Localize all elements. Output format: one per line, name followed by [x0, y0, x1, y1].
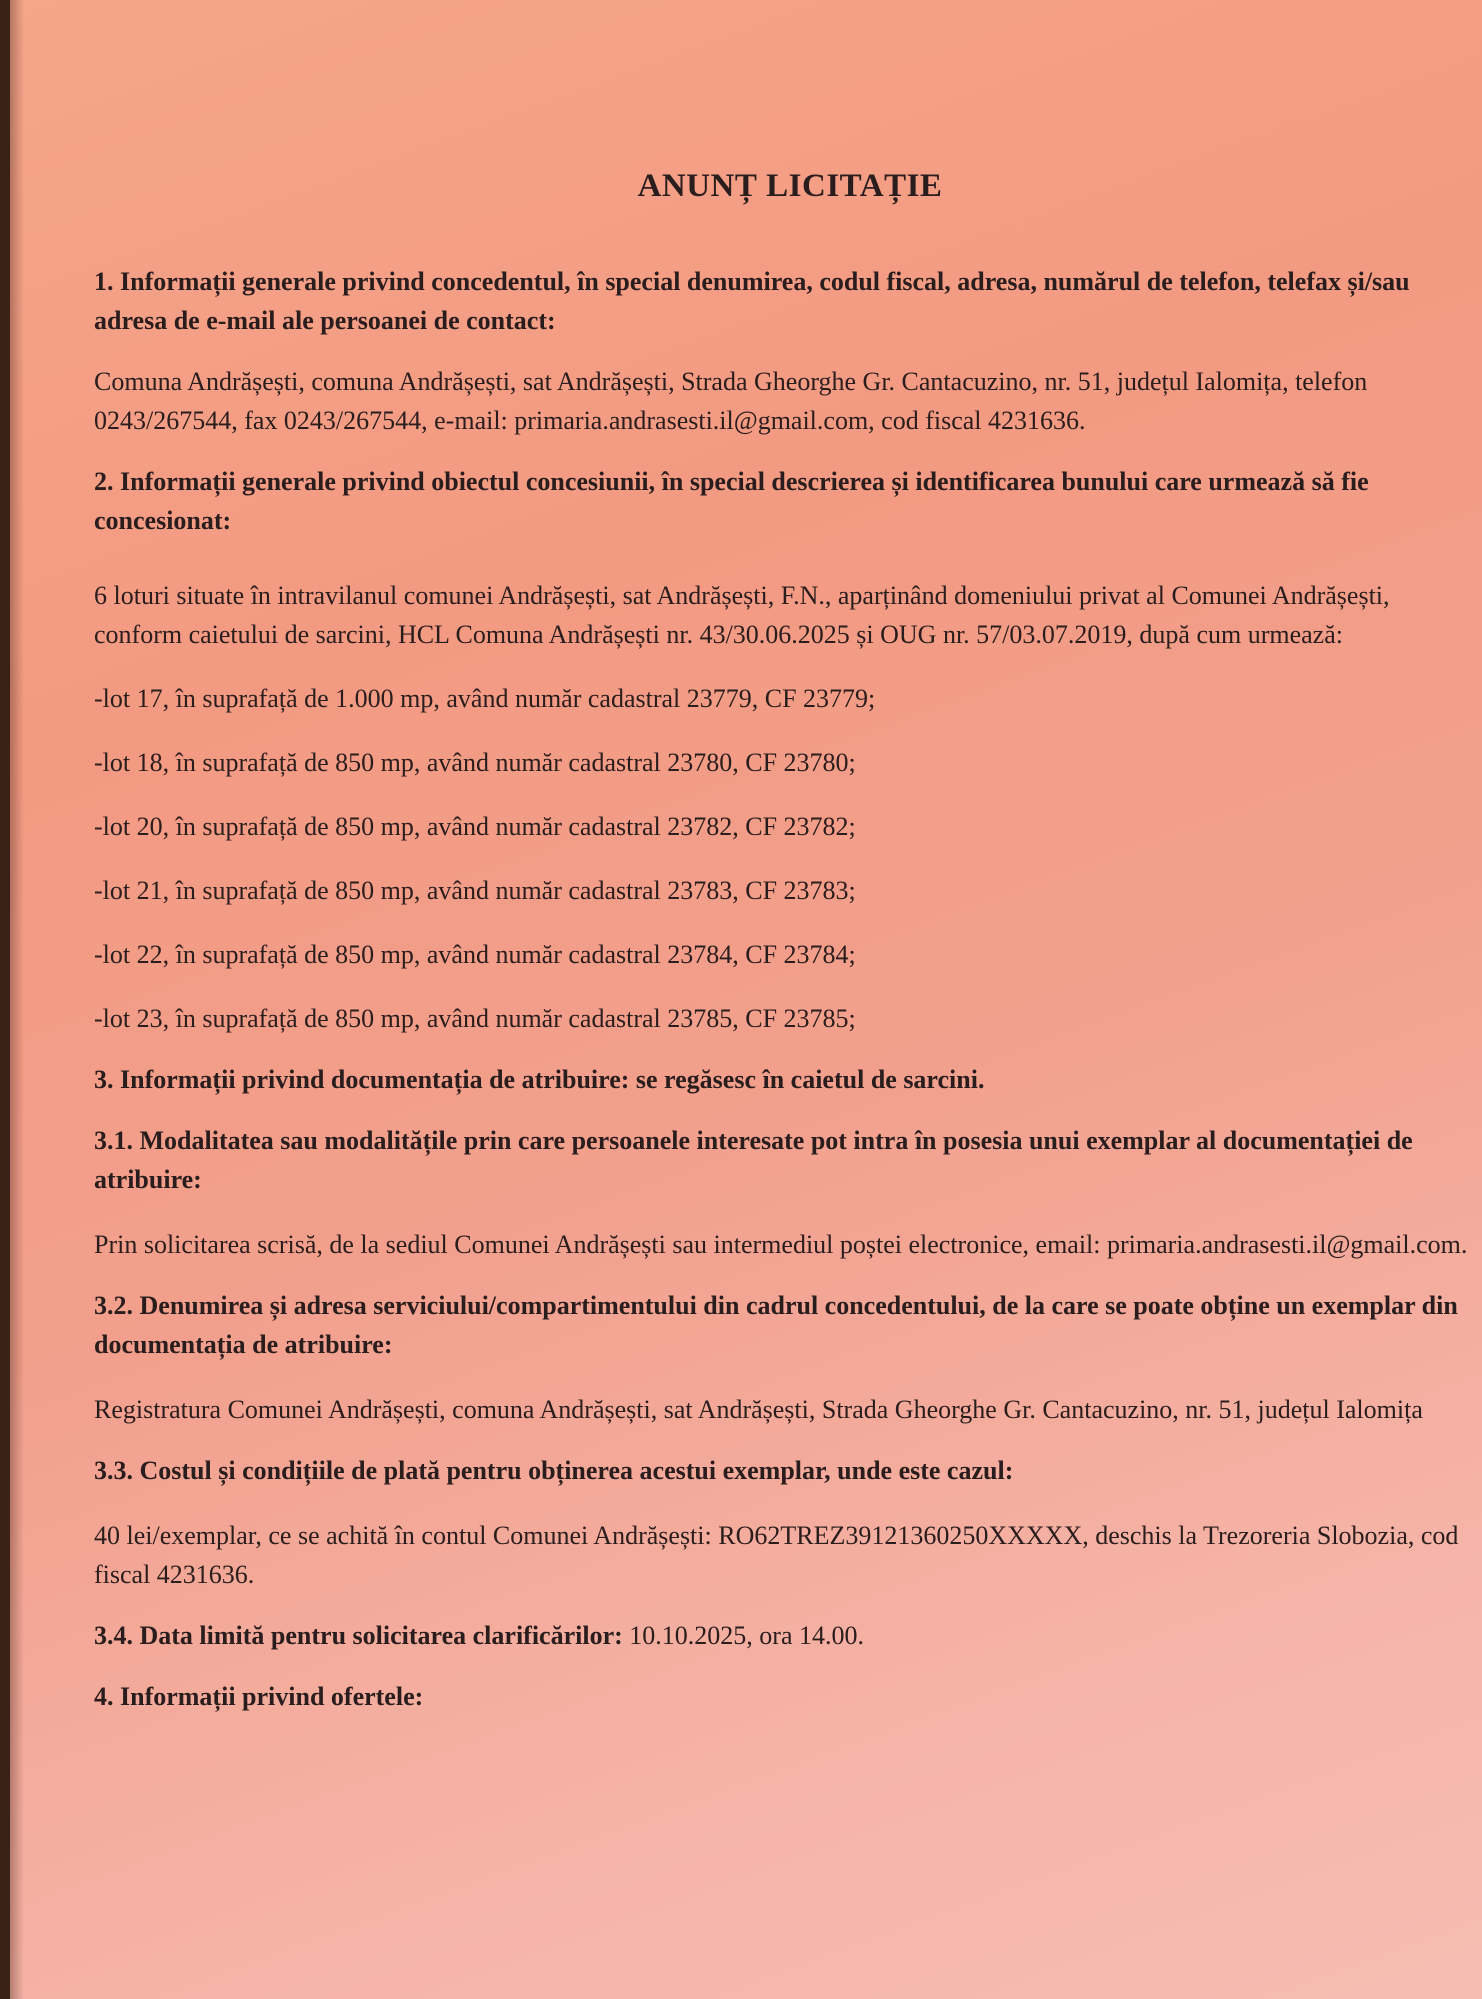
- section-3-4-label: 3.4. Data limită pentru solicitarea clarificărilor:: [94, 1621, 623, 1650]
- lot-item: -lot 18, în suprafață de 850 mp, având număr cadastral 23780, CF 23780;: [94, 748, 856, 777]
- document-page: [10, 0, 1482, 1999]
- section-3-3-text: 40 lei/exemplar, ce se achită în contul Comunei Andrășești: RO62TREZ39121360250XXXXX, deschis la Trezoreria Slobozia, cod fiscal 4231636.: [94, 1521, 1459, 1589]
- section-3-4-value: 10.10.2025, ora 14.00.: [629, 1621, 864, 1650]
- section-3-3-heading: 3.3. Costul și condițiile de plată pentru obținerea acestui exemplar, unde este cazul:: [94, 1456, 1014, 1485]
- section-2-heading: 2. Informații generale privind obiectul concesiunii, în special descrierea și identificarea bunului care urmează să fie concesionat:: [94, 467, 1369, 535]
- page-edge-shadow: [10, 0, 24, 1999]
- section-3-heading: 3. Informații privind documentația de atribuire: se regăsesc în caietul de sarcini.: [94, 1065, 985, 1094]
- section-3-4-line: [94, 1616, 1472, 1655]
- lot-item: -lot 23, în suprafață de 850 mp, având număr cadastral 23785, CF 23785;: [94, 1004, 856, 1033]
- section-4-heading: 4. Informații privind ofertele:: [94, 1682, 424, 1711]
- section-3-1-text: Prin solicitarea scrisă, de la sediul Comunei Andrășești sau intermediul poștei electronice, email: primaria.andrasesti.il@gmail.com.: [94, 1230, 1468, 1259]
- lot-item: -lot 22, în suprafață de 850 mp, având număr cadastral 23784, CF 23784;: [94, 940, 856, 969]
- document-body: [94, 262, 1472, 1716]
- section-3-1-heading: 3.1. Modalitatea sau modalitățile prin care persoanele interesate pot intra în posesia unui exemplar al documentației de atribuire:: [94, 1126, 1413, 1194]
- lot-item: -lot 17, în suprafață de 1.000 mp, având număr cadastral 23779, CF 23779;: [94, 684, 876, 713]
- section-1-heading: 1. Informații generale privind concedentul, în special denumirea, codul fiscal, adresa, numărul de telefon, telefax și/sau adresa de e-mail ale persoanei de contact:: [94, 267, 1410, 335]
- section-3-2-text: Registratura Comunei Andrășești, comuna Andrășești, sat Andrășești, Strada Gheorghe Gr. Cantacuzino, nr. 51, județul Ialomița: [94, 1395, 1423, 1424]
- section-3-2-heading: 3.2. Denumirea și adresa serviciului/compartimentului din cadrul concedentului, de la care se poate obține un exemplar din documentația de atribuire:: [94, 1291, 1458, 1359]
- section-1-text: Comuna Andrășești, comuna Andrășești, sat Andrășești, Strada Gheorghe Gr. Cantacuzino, nr. 51, județul Ialomița, telefon 0243/267544, fax 0243/267544, e-mail: primaria.andrasesti.il@gmail.com, cod fiscal 4231636.: [94, 367, 1368, 435]
- section-2-text: 6 loturi situate în intravilanul comunei Andrășești, sat Andrășești, F.N., aparținând domeniului privat al Comunei Andrășești, conform caietului de sarcini, HCL Comuna Andrășești nr. 43/30.06.2025 și OUG nr. 57/03.07.2019, după cum urmează:: [94, 581, 1390, 649]
- lot-item: -lot 20, în suprafață de 850 mp, având număr cadastral 23782, CF 23782;: [94, 812, 856, 841]
- document-title: ANUNȚ LICITAȚIE: [637, 168, 943, 204]
- lot-item: -lot 21, în suprafață de 850 mp, având număr cadastral 23783, CF 23783;: [94, 876, 856, 905]
